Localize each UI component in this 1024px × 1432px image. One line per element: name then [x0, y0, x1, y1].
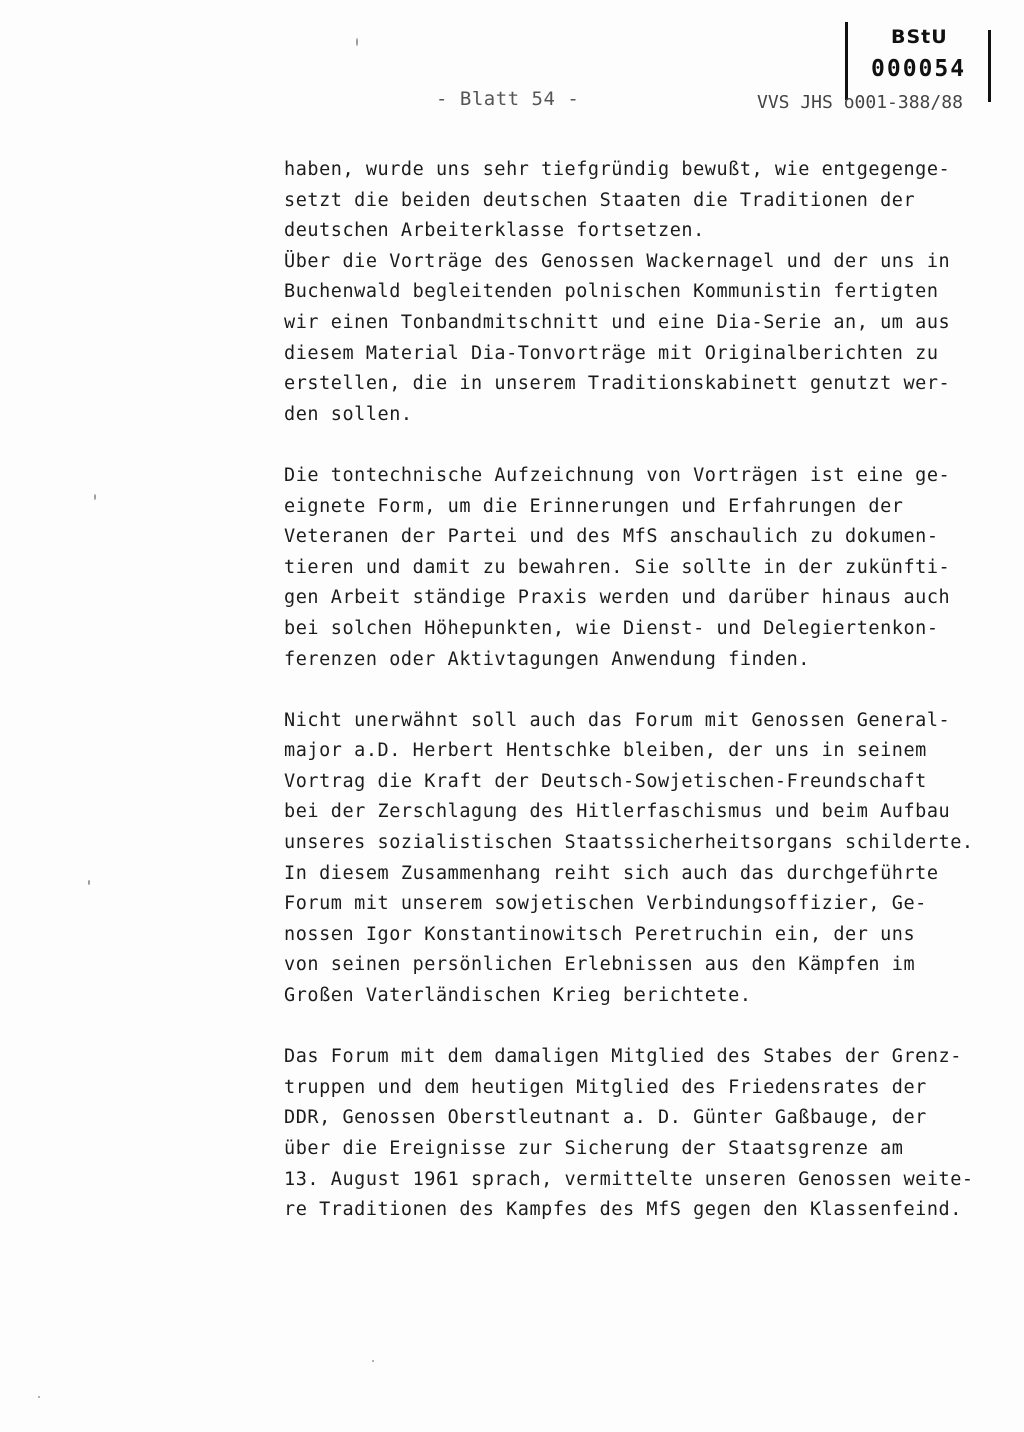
document-body	[284, 155, 1004, 1226]
scan-speck	[356, 38, 358, 46]
document-reference: VVS JHS o001-388/88	[757, 92, 963, 113]
text-line: von seinen persönlichen Erlebnissen aus den Kämpfen im	[284, 954, 916, 976]
text-line: gen Arbeit ständige Praxis werden und darüber hinaus auch	[284, 587, 951, 609]
stamp-right-bar	[988, 30, 991, 102]
text-line: setzt die beiden deutschen Staaten die Traditionen der	[284, 189, 916, 211]
paragraph	[284, 1042, 1004, 1226]
text-line: Buchenwald begleitenden polnischen Kommunistin fertigten	[284, 281, 939, 303]
paragraph	[284, 461, 1004, 675]
stamp-left-bar	[845, 22, 848, 100]
scan-speck	[372, 1360, 374, 1362]
text-line: Großen Vaterländischen Krieg berichtete.	[284, 985, 752, 1007]
scan-speck	[88, 880, 90, 885]
paragraph-gap	[284, 430, 1004, 461]
scan-speck	[38, 1396, 40, 1398]
text-line: eignete Form, um die Erinnerungen und Erfahrungen der	[284, 495, 904, 517]
text-line: ferenzen oder Aktivtagungen Anwendung finden.	[284, 648, 810, 670]
text-line: Die tontechnische Aufzeichnung von Vorträgen ist eine ge-	[284, 464, 951, 486]
text-line: bei solchen Höhepunkten, wie Dienst- und Delegiertenkon-	[284, 617, 939, 639]
text-line: haben, wurde uns sehr tiefgründig bewußt, wie entgegenge-	[284, 159, 951, 180]
text-line: Vortrag die Kraft der Deutsch-Sowjetischen-Freundschaft	[284, 770, 927, 792]
paragraph	[284, 155, 1004, 430]
page-number: - Blatt 54 -	[436, 88, 580, 110]
text-line: wir einen Tonbandmitschnitt und eine Dia-Serie an, um aus	[284, 311, 951, 333]
scan-speck	[94, 494, 96, 500]
text-line: tieren und damit zu bewahren. Sie sollte in der zukünfti-	[284, 556, 951, 578]
paragraph	[284, 706, 1004, 1012]
text-line: deutschen Arbeiterklasse fortsetzen.	[284, 220, 705, 242]
text-line: den sollen.	[284, 403, 413, 425]
text-line: DDR, Genossen Oberstleutnant a. D. Günter Gaßbauge, der	[284, 1107, 927, 1129]
text-line: unseres sozialistischen Staatssicherheitsorgans schilderte.	[284, 832, 974, 854]
stamp-label: BStU	[891, 26, 948, 48]
text-line: über die Ereignisse zur Sicherung der Staatsgrenze am	[284, 1138, 904, 1159]
paragraph-gap	[284, 1012, 1004, 1043]
text-line: erstellen, die in unserem Traditionskabinett genutzt wer-	[284, 373, 951, 395]
text-line: re Traditionen des Kampfes des MfS gegen den Klassenfeind.	[284, 1199, 962, 1221]
text-line: Veteranen der Partei und des MfS anschaulich zu dokumen-	[284, 526, 939, 548]
stamp-number: 000054	[871, 56, 967, 82]
archive-stamp	[845, 22, 991, 100]
text-line: truppen und dem heutigen Mitglied des Friedensrates der	[284, 1076, 927, 1098]
text-line: bei der Zerschlagung des Hitlerfaschismus und beim Aufbau	[284, 801, 951, 823]
text-line: Über die Vorträge des Genossen Wackernagel und der uns in	[284, 250, 951, 272]
text-line: diesem Material Dia-Tonvorträge mit Originalberichten zu	[284, 342, 939, 364]
text-line: nossen Igor Konstantinowitsch Peretruchin ein, der uns	[284, 923, 916, 945]
text-line: Das Forum mit dem damaligen Mitglied des Stabes der Grenz-	[284, 1046, 962, 1068]
paragraph-gap	[284, 675, 1004, 706]
text-line: major a.D. Herbert Hentschke bleiben, der uns in seinem	[284, 740, 927, 762]
text-line: Forum mit unserem sowjetischen Verbindungsoffizier, Ge-	[284, 893, 927, 915]
text-line: 13. August 1961 sprach, vermittelte unseren Genossen weite-	[284, 1168, 974, 1190]
text-line: In diesem Zusammenhang reiht sich auch das durchgeführte	[284, 862, 939, 884]
text-line: Nicht unerwähnt soll auch das Forum mit Genossen General-	[284, 709, 951, 731]
